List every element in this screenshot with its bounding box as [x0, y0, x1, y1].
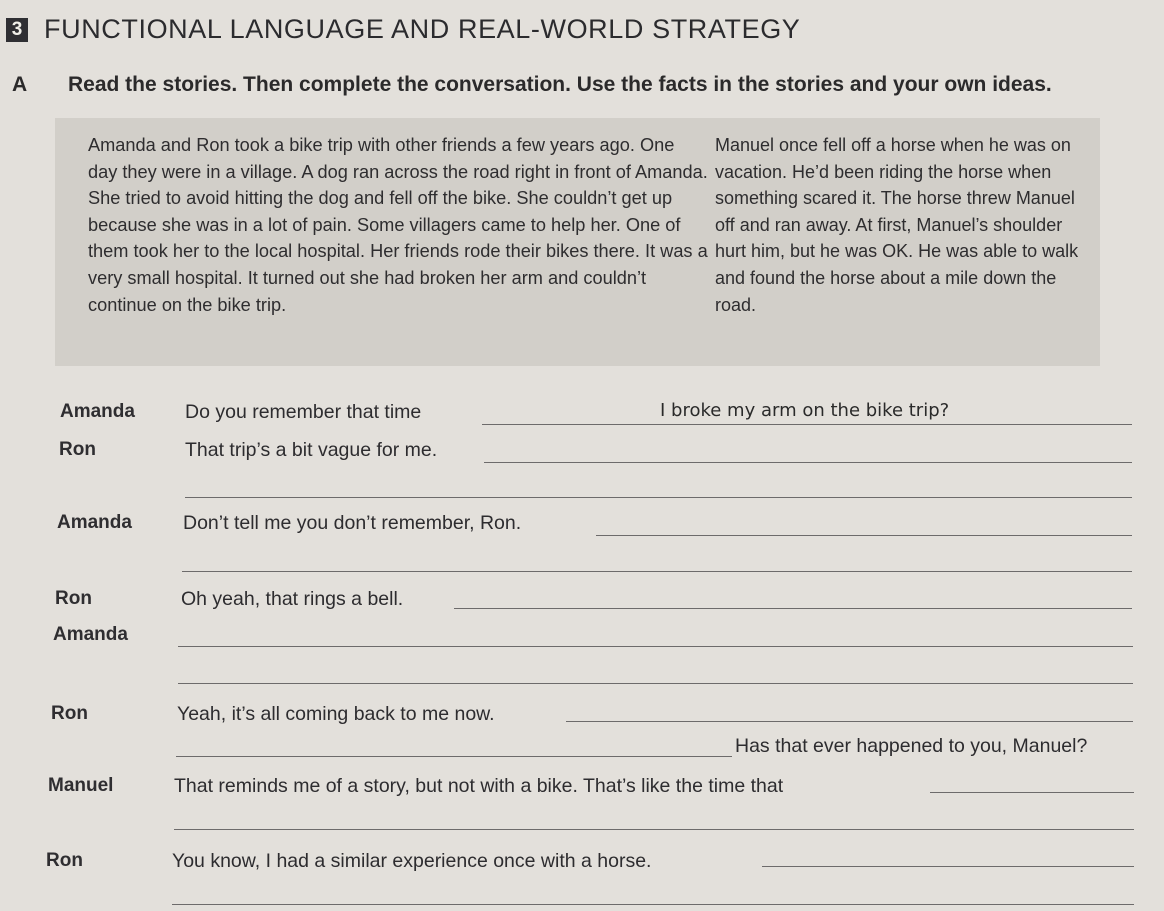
speaker-label: Ron — [59, 439, 96, 460]
answer-blank[interactable] — [182, 571, 1132, 572]
answer-blank[interactable] — [185, 497, 1132, 498]
answer-blank[interactable] — [484, 462, 1132, 463]
answer-blank[interactable] — [172, 904, 1134, 905]
story-amanda-ron: Amanda and Ron took a bike trip with other friends a few years ago. One day they were in a village. A dog ran across the road right in front of Amanda. She tried to avoid hitting the dog and fell off the bike. She couldn’t get up because she was in a lot of pain. Some villagers came to help her. One of them took her to the local hospital. Her friends rode their bikes there. It was a very small hospital. It turned out she had broken her arm and couldn’t continue on the bike trip. — [88, 135, 708, 315]
dialogue-text: Oh yeah, that rings a bell. — [181, 588, 404, 610]
stories-box — [55, 118, 1100, 366]
answer-blank[interactable] — [930, 792, 1134, 793]
handwritten-answer: I broke my arm on the bike trip? — [660, 400, 950, 421]
story-manuel: Manuel once fell off a horse when he was on vacation. He’d been riding the horse when something scared it. The horse threw Manuel off and ran away. At first, Manuel’s shoulder hurt him, but he was OK. He was able to walk and found the horse about a mile down the road. — [715, 135, 1079, 315]
answer-blank[interactable] — [176, 756, 732, 757]
speaker-label: Amanda — [53, 624, 128, 645]
dialogue-text: Do you remember that time — [185, 401, 422, 423]
exercise-instructions: Read the stories. Then complete the conversation. Use the facts in the stories and your own ideas. — [68, 73, 1052, 96]
speaker-label: Amanda — [60, 401, 135, 422]
answer-blank[interactable] — [178, 683, 1133, 684]
answer-blank[interactable] — [454, 608, 1132, 609]
answer-blank[interactable] — [482, 424, 1132, 425]
section-number-badge: 3 — [6, 18, 28, 42]
dialogue-text: Has that ever happened to you, Manuel? — [735, 735, 1088, 757]
speaker-label: Ron — [55, 588, 92, 609]
section-title: FUNCTIONAL LANGUAGE AND REAL-WORLD STRATEGY — [44, 14, 801, 44]
dialogue-text: Yeah, it’s all coming back to me now. — [177, 703, 495, 725]
answer-blank[interactable] — [762, 866, 1134, 867]
answer-blank[interactable] — [566, 721, 1133, 722]
dialogue-text: That reminds me of a story, but not with a bike. That’s like the time that — [174, 775, 784, 797]
dialogue-text: That trip’s a bit vague for me. — [185, 439, 438, 461]
answer-blank[interactable] — [174, 829, 1134, 830]
exercise-label: A — [12, 73, 28, 96]
speaker-label: Ron — [46, 850, 83, 871]
speaker-label: Ron — [51, 703, 88, 724]
answer-blank[interactable] — [596, 535, 1132, 536]
answer-blank[interactable] — [178, 646, 1133, 647]
speaker-label: Amanda — [57, 512, 132, 533]
dialogue-text: You know, I had a similar experience once with a horse. — [172, 850, 652, 872]
speaker-label: Manuel — [48, 775, 114, 796]
dialogue-text: Don’t tell me you don’t remember, Ron. — [183, 512, 522, 534]
